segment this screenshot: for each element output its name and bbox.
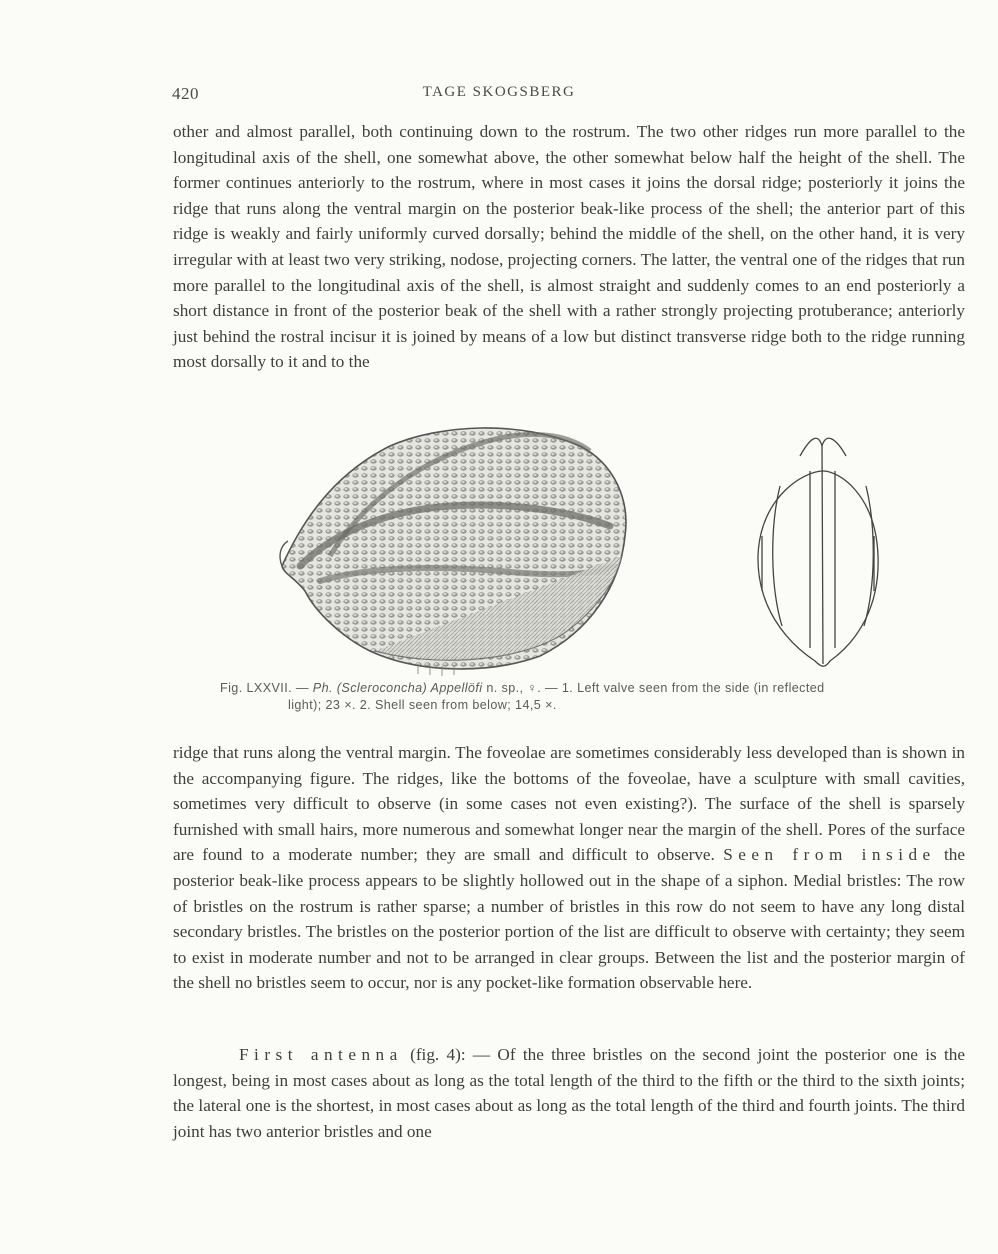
paragraph-2b: the posterior beak-like process appears to be slightly hollowed out in the shape of a siphon. Medial bristles: The row of bristles on the rostrum is rather sparse; a number of bristles in this row do not seem to have any long distal secondary bristles. The bristles on the posterior portion of the list are difficult to observe with certainty; they seem to exist in moderate number and not to be arranged in clear groups. Between the list and the posterior margin of the shell no bristles seem to occur, nor is any pocket-like formation observable here. <box>173 845 966 993</box>
running-head: TAGE SKOGSBERG <box>422 84 576 100</box>
caption-line-2: light); 23 ×. 2. Shell seen from below; 14,5 ×. <box>288 698 557 712</box>
first-antenna-heading: First antenna <box>239 1045 403 1064</box>
figure-caption <box>210 680 930 714</box>
page-number: 420 <box>172 84 199 103</box>
paragraph-3-text: (fig. 4): — Of the three bristles on the second joint the posterior one is the longest, being in most cases about as long as the total length of the third to the fifth or the third to the sixth joints; the lateral one is the shortest, in most cases about as long as the total length of the third and fourth joints. The third joint has two anterior bristles and one <box>173 1045 966 1141</box>
left-valve-drawing <box>280 428 626 676</box>
shell-below-drawing <box>758 438 878 666</box>
seen-from-inside-heading: Seen from inside <box>723 845 936 865</box>
paragraph-2a: ridge that runs along the ventral margin. The foveolae are sometimes considerably less developed than is shown in the accompanying figure. The ridges, like the bottoms of the foveolae, have a sculpture with small cavities, sometimes very difficult to observe (in some cases not even existing?). The surface of the shell is sparsely furnished with small hairs, more numerous and somewhat longer near the margin of the shell. Pores of the surface are found to a moderate number; they are small and difficult to observe. <box>173 743 965 865</box>
paragraph-2 <box>173 740 965 996</box>
caption-label: Fig. LXXVII. — <box>220 681 309 695</box>
paragraph-1: other and almost parallel, both continuing down to the rostrum. The two other ridges run more parallel to the longitudinal axis of the shell, one somewhat above, the other somewhat below half the height of the shell. The former continues anteriorly to the rostrum, where in most cases it joins the dorsal ridge; posteriorly it joins the ridge that runs along the ventral margin on the posterior beak-like process of the shell; the anterior part of this ridge is weakly and fairly uniformly curved dorsally; behind the middle of the shell, on the other hand, it is very irregular with at least two very striking, nodose, projecting corners. The latter, the ventral one of the ridges that run more parallel to the longitudinal axis of the shell, is almost straight and suddenly comes to an end posteriorly a short distance in front of the posterior beak of the shell with a rather strongly projecting protuberance; anteriorly just behind the rostral incisur it is joined by means of a low but distinct transverse ridge both to the ridge running most dorsally to it and to the <box>173 122 965 372</box>
paragraph-3 <box>173 1042 965 1144</box>
figure-lxxvii <box>270 416 920 678</box>
caption-taxon: Ph. (Scleroconcha) Appellöfi <box>312 681 483 695</box>
figure-illustration <box>270 416 920 678</box>
caption-line-1: n. sp., ♀. — 1. Left valve seen from the side (in reflected <box>486 681 825 695</box>
